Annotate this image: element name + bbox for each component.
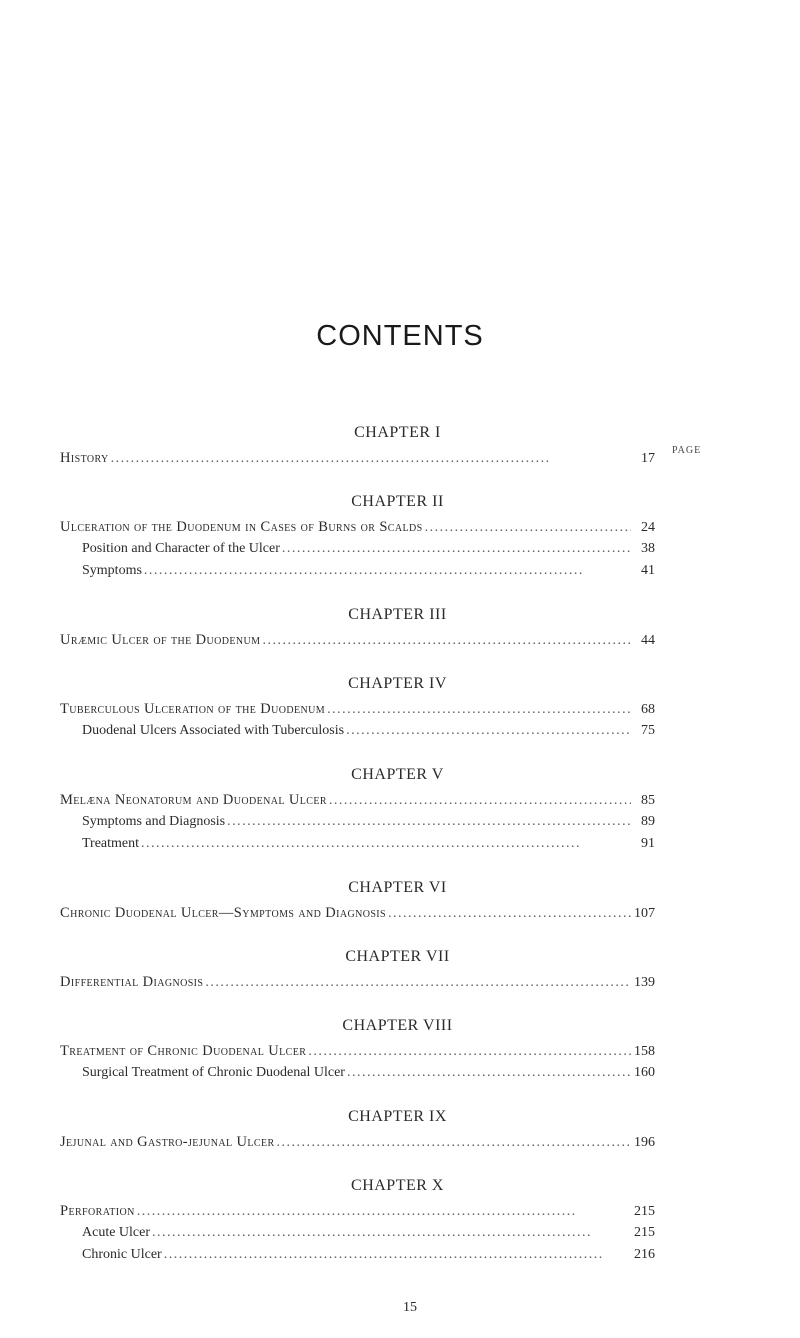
dot-leader bbox=[205, 972, 631, 994]
toc-entry-title: History bbox=[60, 450, 109, 466]
toc-entry-page: 215 bbox=[634, 1204, 655, 1219]
toc-entry bbox=[60, 1040, 655, 1062]
toc-entry-title: Symptoms bbox=[82, 563, 142, 578]
chapter-section bbox=[60, 1175, 655, 1266]
chapter-heading: CHAPTER VIII bbox=[342, 1017, 453, 1034]
chapter-heading: CHAPTER VI bbox=[348, 879, 447, 896]
dot-leader bbox=[227, 811, 631, 833]
chapter-heading: CHAPTER I bbox=[354, 424, 441, 441]
toc-entry bbox=[60, 629, 655, 651]
toc-entry-page: 107 bbox=[634, 906, 655, 921]
toc-entry-title: Position and Character of the Ulcer bbox=[82, 541, 280, 556]
toc-entry bbox=[60, 902, 655, 924]
chapter-section bbox=[60, 1106, 655, 1153]
toc-entry-page: 38 bbox=[641, 541, 655, 556]
chapter-section bbox=[60, 764, 655, 855]
toc-entry bbox=[60, 1131, 655, 1153]
toc-entry-page: 75 bbox=[641, 723, 655, 738]
toc-entry bbox=[60, 1222, 655, 1244]
chapter-heading: CHAPTER II bbox=[351, 493, 444, 510]
dot-leader bbox=[282, 538, 631, 560]
toc-entry-title: Chronic Duodenal Ulcer—Symptoms and Diagnosis bbox=[60, 905, 386, 921]
toc-entry-page: 91 bbox=[641, 836, 655, 851]
chapter-heading: CHAPTER IX bbox=[348, 1108, 447, 1125]
toc-entry bbox=[60, 789, 655, 811]
dot-leader bbox=[346, 720, 631, 742]
toc-entry-title: Differential Diagnosis bbox=[60, 974, 204, 990]
toc-entry-page: 196 bbox=[634, 1135, 655, 1150]
toc-entry-title: Acute Ulcer bbox=[82, 1225, 151, 1240]
toc-entry-title: Symptoms and Diagnosis bbox=[82, 814, 226, 829]
toc-entry bbox=[60, 833, 655, 855]
toc-entry-page: 215 bbox=[634, 1225, 655, 1240]
toc-entry bbox=[60, 447, 655, 469]
toc-entry bbox=[60, 1062, 655, 1084]
toc-entry-page: 44 bbox=[641, 633, 655, 648]
toc-entry-page: 41 bbox=[641, 563, 655, 578]
toc-entry-page: 68 bbox=[641, 702, 655, 717]
toc-entry-page: 89 bbox=[641, 814, 655, 829]
dot-leader bbox=[137, 1201, 631, 1223]
page-title: CONTENTS bbox=[316, 320, 484, 352]
toc-entry-title: Perforation bbox=[60, 1203, 135, 1219]
toc-entry bbox=[60, 560, 655, 582]
chapter-section bbox=[60, 491, 655, 582]
toc-entry bbox=[60, 698, 655, 720]
toc-entry-page: 24 bbox=[641, 520, 655, 535]
dot-leader bbox=[327, 699, 631, 721]
page-column-label: PAGE bbox=[672, 445, 702, 456]
toc-entry bbox=[60, 720, 655, 742]
dot-leader bbox=[388, 903, 631, 925]
toc-entry-page: 158 bbox=[634, 1044, 655, 1059]
toc-entry-page: 216 bbox=[634, 1247, 655, 1262]
toc-entry bbox=[60, 1200, 655, 1222]
dot-leader bbox=[277, 1132, 631, 1154]
toc-entry-page: 139 bbox=[634, 975, 655, 990]
toc-entry-title: Treatment of Chronic Duodenal Ulcer bbox=[60, 1043, 307, 1059]
chapter-heading: CHAPTER IV bbox=[348, 675, 447, 692]
dot-leader bbox=[347, 1062, 631, 1084]
dot-leader bbox=[111, 448, 631, 470]
chapter-section bbox=[60, 673, 655, 742]
toc-entry bbox=[60, 971, 655, 993]
chapter-section bbox=[60, 1015, 655, 1084]
toc-entry-title: Jejunal and Gastro-jejunal Ulcer bbox=[60, 1134, 275, 1150]
toc-entry-title: Duodenal Ulcers Associated with Tuberculosis bbox=[82, 723, 345, 738]
dot-leader bbox=[329, 790, 631, 812]
table-of-contents bbox=[60, 422, 655, 1266]
dot-leader bbox=[308, 1041, 631, 1063]
dot-leader bbox=[425, 517, 631, 539]
toc-entry bbox=[60, 516, 655, 538]
toc-entry-page: 160 bbox=[634, 1065, 655, 1080]
toc-entry-title: Surgical Treatment of Chronic Duodenal Ulcer bbox=[82, 1065, 345, 1080]
dot-leader bbox=[262, 630, 631, 652]
toc-entry-title: Treatment bbox=[82, 836, 140, 851]
toc-entry-page: 85 bbox=[641, 793, 655, 808]
chapter-section bbox=[60, 877, 655, 924]
chapter-section bbox=[60, 604, 655, 651]
page-number: 15 bbox=[403, 1300, 417, 1315]
toc-entry bbox=[60, 811, 655, 833]
toc-entry-title: Ulceration of the Duodenum in Cases of Burns or Scalds bbox=[60, 519, 423, 535]
chapter-section bbox=[60, 422, 655, 469]
toc-entry bbox=[60, 538, 655, 560]
dot-leader bbox=[144, 560, 631, 582]
dot-leader bbox=[141, 833, 631, 855]
chapter-heading: CHAPTER V bbox=[351, 766, 444, 783]
dot-leader bbox=[164, 1244, 631, 1266]
toc-entry-title: Uræmic Ulcer of the Duodenum bbox=[60, 632, 261, 648]
toc-entry-title: Melæna Neonatorum and Duodenal Ulcer bbox=[60, 792, 327, 808]
toc-entry-title: Chronic Ulcer bbox=[82, 1247, 162, 1262]
toc-entry-title: Tuberculous Ulceration of the Duodenum bbox=[60, 701, 326, 717]
chapter-heading: CHAPTER VII bbox=[345, 948, 450, 965]
chapter-heading: CHAPTER III bbox=[348, 606, 447, 623]
toc-entry-page: 17 bbox=[641, 451, 655, 466]
dot-leader bbox=[152, 1222, 631, 1244]
toc-entry bbox=[60, 1244, 655, 1266]
chapter-heading: CHAPTER X bbox=[351, 1177, 444, 1194]
chapter-section bbox=[60, 946, 655, 993]
